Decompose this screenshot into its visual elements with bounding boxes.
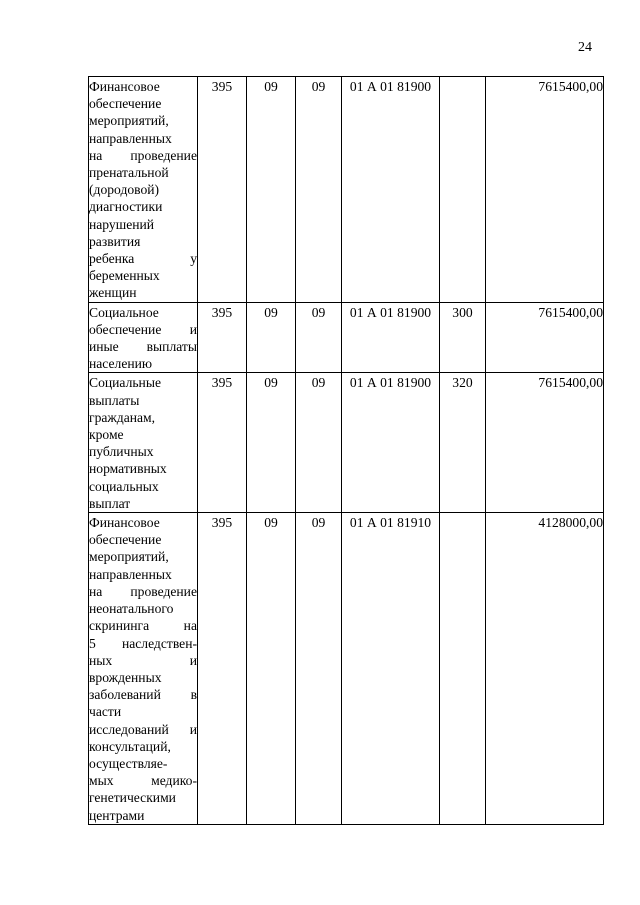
row-grbs: 395 (198, 77, 247, 303)
budget-table (88, 76, 604, 825)
row-name-line: социальных (89, 478, 159, 494)
row-csr: 01 А 01 81900 (342, 77, 440, 303)
row-csr: 01 А 01 81910 (342, 513, 440, 825)
row-vr (440, 513, 486, 825)
row-name-line: обеспечение и (89, 321, 197, 337)
row-name-line: на проведение (89, 147, 197, 163)
row-name-line: консультаций, (89, 738, 171, 754)
row-name-line: диагностики (89, 199, 163, 215)
row-name-line: населению (89, 356, 153, 372)
table-row (89, 77, 604, 303)
table-row (89, 373, 604, 513)
row-name-line: генетическими (89, 790, 176, 806)
row-name-line: выплат (89, 495, 131, 511)
row-name-line: нормативных (89, 461, 167, 477)
row-name-line: развития (89, 233, 141, 249)
table-row (89, 513, 604, 825)
row-name-line: мероприятий, (89, 113, 169, 129)
row-name-line: осуществляе- (89, 755, 168, 771)
row-rz: 09 (247, 302, 296, 373)
row-grbs: 395 (198, 302, 247, 373)
row-name-line: гражданам, (89, 409, 156, 425)
row-name-line: обеспечение (89, 96, 162, 112)
row-name-line: Финансовое (89, 79, 160, 94)
row-name-line: (дородовой) (89, 182, 160, 198)
row-name-cell (89, 77, 198, 303)
row-name-line: Социальное (89, 304, 159, 320)
row-name-line: обеспечение (89, 532, 162, 548)
row-name-cell (89, 513, 198, 825)
row-pr: 09 (296, 77, 342, 303)
row-name-line: неонатального (89, 601, 174, 617)
row-name-line: части (89, 704, 122, 720)
row-name-line: направленных (89, 566, 172, 582)
row-rz: 09 (247, 373, 296, 513)
row-name-cell (89, 302, 198, 373)
row-name (89, 514, 197, 824)
row-pr: 09 (296, 302, 342, 373)
row-name-line: выплаты (89, 392, 140, 408)
row-name-line: иные выплаты (89, 339, 197, 355)
row-name-line: мероприятий, (89, 549, 169, 565)
row-pr: 09 (296, 513, 342, 825)
row-name-line: направленных (89, 130, 172, 146)
row-grbs: 395 (198, 373, 247, 513)
row-name-line: на проведение (89, 583, 197, 599)
row-name-line: беременных (89, 268, 160, 284)
row-name-line: женщин (89, 285, 137, 301)
row-name-line: ных и (89, 652, 197, 668)
row-rz: 09 (247, 513, 296, 825)
row-sum: 7615400,00 (486, 77, 604, 303)
row-name-line: кроме (89, 427, 124, 443)
table-row (89, 302, 604, 373)
row-grbs: 395 (198, 513, 247, 825)
row-name-line: публичных (89, 444, 154, 460)
row-sum: 7615400,00 (486, 373, 604, 513)
row-name-cell (89, 373, 198, 513)
row-vr: 320 (440, 373, 486, 513)
row-name-line: врожденных (89, 669, 162, 685)
row-name-line: нарушений (89, 216, 155, 232)
page-number: 24 (578, 40, 592, 55)
row-name-line: пренатальной (89, 165, 169, 181)
row-csr: 01 А 01 81900 (342, 302, 440, 373)
row-name-line: Социальные (89, 375, 161, 391)
row-vr (440, 77, 486, 303)
row-sum: 7615400,00 (486, 302, 604, 373)
row-sum: 4128000,00 (486, 513, 604, 825)
row-name (89, 374, 197, 512)
row-name-line: ребенка у (89, 251, 197, 267)
row-name-line: центрами (89, 807, 145, 823)
row-name-line: мых медико- (89, 773, 197, 789)
row-name-line: скрининга на (89, 618, 197, 634)
row-name-line: исследований и (89, 721, 197, 737)
row-name (89, 78, 197, 302)
row-vr: 300 (440, 302, 486, 373)
row-name-line: заболеваний в (89, 687, 197, 703)
row-name-line: 5 наследствен- (89, 635, 197, 651)
row-name-line: Финансовое (89, 515, 160, 531)
row-name (89, 304, 197, 373)
row-rz: 09 (247, 77, 296, 303)
row-pr: 09 (296, 373, 342, 513)
budget-table-body (89, 77, 604, 825)
row-csr: 01 А 01 81900 (342, 373, 440, 513)
